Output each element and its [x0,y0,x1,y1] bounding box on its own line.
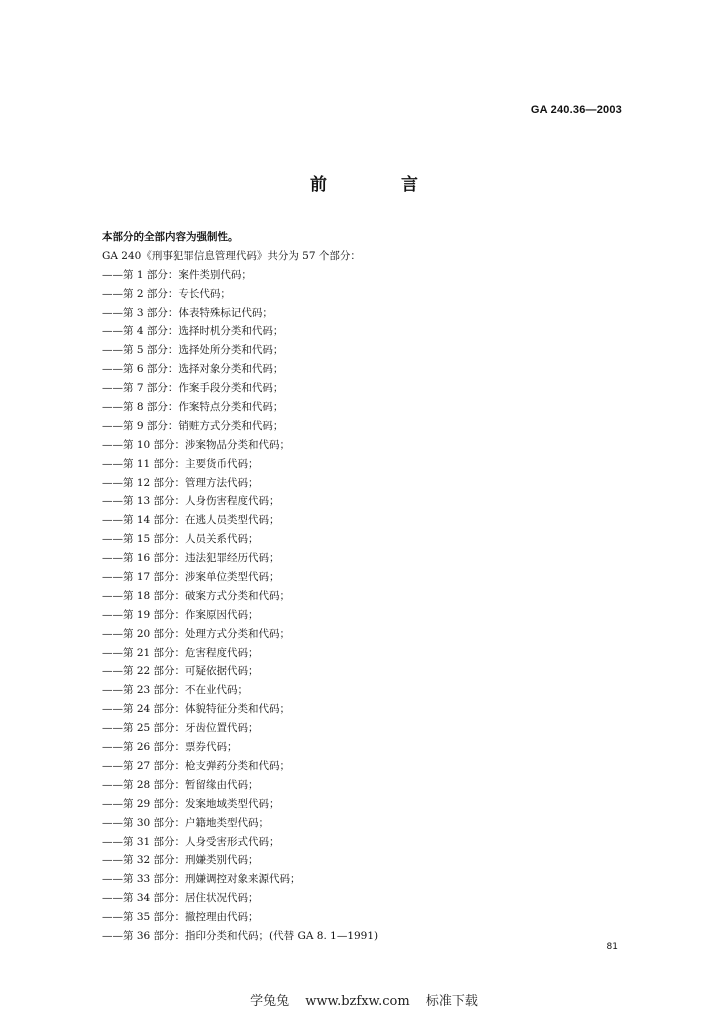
list-item: ——第 1 部分：案件类别代码； [102,268,252,281]
list-item: ——第 22 部分：可疑依据代码； [102,665,259,678]
page-title: 前 言 [310,175,452,195]
list-item: ——第 5 部分：选择处所分类和代码； [102,344,284,357]
list-item: ——第 29 部分：发案地域类型代码； [102,797,280,810]
overview-statement: GA 240《刑事犯罪信息管理代码》共分为 57 个部分： [102,249,361,262]
list-item: ——第 3 部分：体表特殊标记代码； [102,306,273,319]
list-item: ——第 32 部分：刑嫌类别代码； [102,854,259,867]
foreword-body [102,228,622,946]
parts-list [102,266,622,946]
list-item: ——第 26 部分：票券代码； [102,741,238,754]
list-item: ——第 33 部分：刑嫌调控对象来源代码； [102,873,301,886]
footer-url[interactable]: www.bzfxw.com [305,994,410,1009]
page-number: 81 [606,942,618,952]
list-item: ——第 21 部分：危害程度代码； [102,646,259,659]
footer-site-name: 学兔兔 [250,994,290,1009]
list-item: ——第 6 部分：选择对象分类和代码； [102,363,284,376]
list-item: ——第 10 部分：涉案物品分类和代码； [102,438,291,451]
list-item: ——第 24 部分：体貌特征分类和代码； [102,703,291,716]
footer-watermark [0,990,728,1009]
list-item: ——第 25 部分：牙齿位置代码； [102,722,259,735]
document-code: GA 240.36—2003 [530,104,622,116]
list-item: ——第 34 部分：居住状况代码； [102,892,259,905]
list-item: ——第 20 部分：处理方式分类和代码； [102,627,291,640]
list-item: ——第 15 部分：人员关系代码； [102,533,259,546]
list-item: ——第 14 部分：在逃人员类型代码； [102,514,280,527]
list-item: ——第 13 部分：人身伤害程度代码； [102,495,280,508]
list-item: ——第 31 部分：人身受害形式代码； [102,835,280,848]
list-item: ——第 7 部分：作案手段分类和代码； [102,382,284,395]
footer-tagline: 标准下载 [425,994,478,1009]
list-item: ——第 16 部分：违法犯罪经历代码； [102,552,280,565]
list-item: ——第 23 部分：不在业代码； [102,684,249,697]
list-item: ——第 18 部分：破案方式分类和代码； [102,589,291,602]
list-item: ——第 11 部分：主要货币代码； [102,457,259,470]
list-item: ——第 35 部分：撤控理由代码； [102,911,259,924]
list-item: ——第 27 部分：枪支弹药分类和代码； [102,759,291,772]
list-item: ——第 12 部分：管理方法代码； [102,476,259,489]
list-item: ——第 28 部分：暂留缘由代码； [102,778,259,791]
list-item: ——第 36 部分：指印分类和代码；(代替 GA 8. 1—1991) [102,929,379,942]
list-item: ——第 19 部分：作案原因代码； [102,608,259,621]
list-item: ——第 30 部分：户籍地类型代码； [102,816,270,829]
list-item: ——第 2 部分：专长代码； [102,287,231,300]
list-item: ——第 8 部分：作案特点分类和代码； [102,401,284,414]
list-item: ——第 9 部分：销赃方式分类和代码； [102,419,284,432]
list-item: ——第 17 部分：涉案单位类型代码； [102,571,280,584]
mandatory-statement: 本部分的全部内容为强制性。 [102,231,239,243]
list-item: ——第 4 部分：选择时机分类和代码； [102,325,284,338]
